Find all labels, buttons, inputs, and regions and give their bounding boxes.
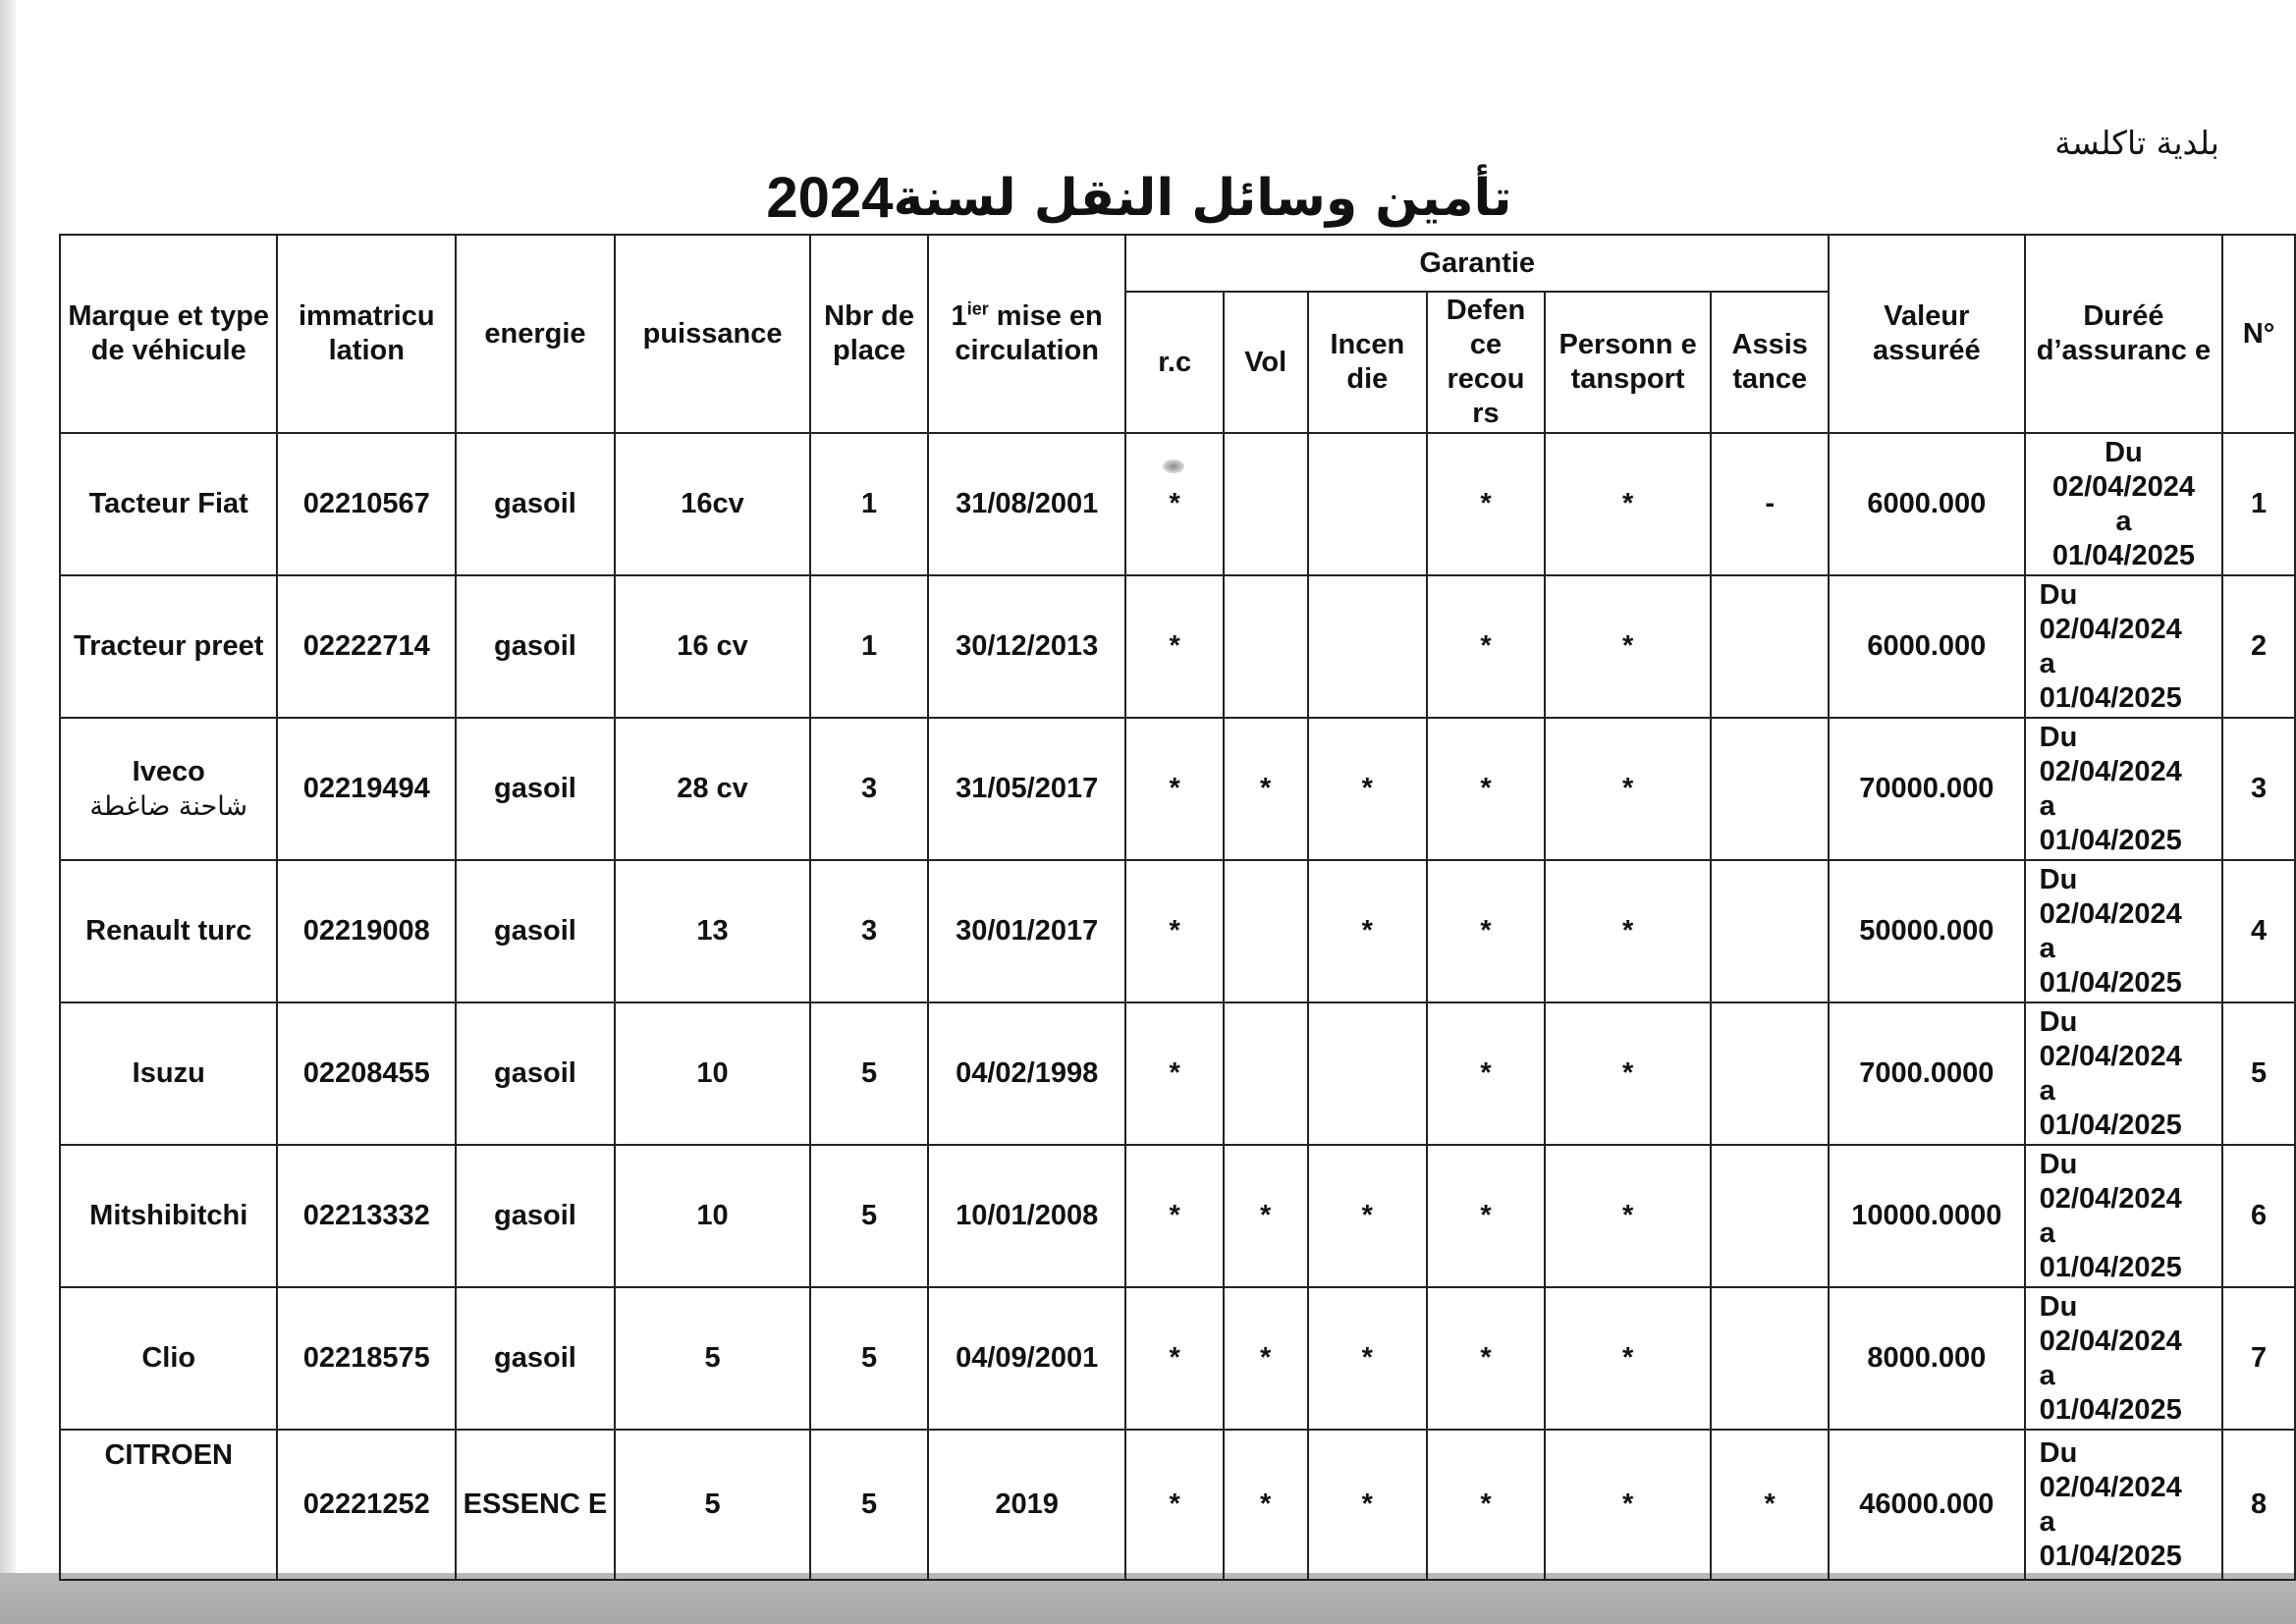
duree-from: 02/04/2024 bbox=[2039, 755, 2182, 787]
defence-recours-cell: * bbox=[1427, 1287, 1545, 1430]
rc-cell: * bbox=[1125, 718, 1223, 860]
personne-transport-cell: * bbox=[1545, 718, 1712, 860]
personne-transport-cell: * bbox=[1545, 1002, 1712, 1145]
defence-recours-cell: * bbox=[1427, 575, 1545, 718]
immatriculation-cell: 02219008 bbox=[277, 860, 456, 1002]
mise-en-circulation-cell: 30/01/2017 bbox=[928, 860, 1126, 1002]
immatriculation-cell: 02222714 bbox=[277, 575, 456, 718]
marque-cell bbox=[60, 1145, 277, 1287]
duree-du: Du bbox=[2105, 436, 2143, 468]
duree-du: Du bbox=[2039, 1436, 2078, 1469]
mise-en-circulation-cell: 31/08/2001 bbox=[928, 433, 1126, 575]
immatriculation-cell: 02218575 bbox=[277, 1287, 456, 1430]
assistance-cell bbox=[1711, 1145, 1829, 1287]
vol-cell bbox=[1224, 433, 1308, 575]
numero-cell: 3 bbox=[2222, 718, 2295, 860]
duree-from: 02/04/2024 bbox=[2039, 613, 2182, 645]
nbr-place-cell: 3 bbox=[810, 860, 928, 1002]
energie-cell: gasoil bbox=[456, 1145, 615, 1287]
marque-cell bbox=[60, 718, 277, 860]
valeur-cell: 46000.000 bbox=[1829, 1430, 2025, 1580]
title-arabic: تأمين وسائل النقل لسنة bbox=[893, 168, 1512, 228]
duree-a: a bbox=[2039, 932, 2055, 964]
duree-a: a bbox=[2039, 1505, 2055, 1538]
mise-en-circulation-cell: 31/05/2017 bbox=[928, 718, 1126, 860]
immatriculation-cell: 02221252 bbox=[277, 1430, 456, 1580]
title-year: 2024 bbox=[766, 166, 894, 230]
marque-cell bbox=[60, 860, 277, 1002]
numero-cell: 5 bbox=[2222, 1002, 2295, 1145]
duree-cell bbox=[2025, 575, 2223, 718]
energie-cell: gasoil bbox=[456, 575, 615, 718]
numero-cell: 1 bbox=[2222, 433, 2295, 575]
marque-label: Clio bbox=[141, 1342, 196, 1374]
assistance-cell bbox=[1711, 1002, 1829, 1145]
duree-to: 01/04/2025 bbox=[2039, 1109, 2182, 1141]
energie-cell: gasoil bbox=[456, 718, 615, 860]
col-header-assistance: Assis tance bbox=[1711, 292, 1829, 433]
duree-to: 01/04/2025 bbox=[2039, 1393, 2182, 1426]
col-header-duree: Duréé d’assuranc e bbox=[2025, 235, 2223, 433]
duree-from: 02/04/2024 bbox=[2039, 897, 2182, 930]
energie-cell: gasoil bbox=[456, 1287, 615, 1430]
nbr-place-cell: 1 bbox=[810, 433, 928, 575]
marque-cell bbox=[60, 433, 277, 575]
table-row bbox=[60, 1145, 2295, 1287]
table-row bbox=[60, 1430, 2295, 1580]
immatriculation-cell: 02219494 bbox=[277, 718, 456, 860]
vol-cell: * bbox=[1224, 1287, 1308, 1430]
table-row bbox=[60, 575, 2295, 718]
incendie-cell: * bbox=[1308, 860, 1428, 1002]
duree-from: 02/04/2024 bbox=[2039, 1471, 2182, 1503]
vehicle-insurance-table bbox=[59, 234, 2296, 1581]
vol-cell bbox=[1224, 575, 1308, 718]
duree-a: a bbox=[2115, 505, 2132, 537]
rc-cell: * bbox=[1125, 1002, 1223, 1145]
puissance-cell: 16 cv bbox=[615, 575, 811, 718]
numero-cell: 4 bbox=[2222, 860, 2295, 1002]
vol-cell: * bbox=[1224, 718, 1308, 860]
marque-label: CITROEN bbox=[104, 1439, 233, 1471]
marque-label: Renault turc bbox=[85, 915, 252, 947]
rc-cell: * bbox=[1125, 1287, 1223, 1430]
assistance-cell bbox=[1711, 575, 1829, 718]
rc-cell: * bbox=[1125, 1430, 1223, 1580]
duree-from: 02/04/2024 bbox=[2039, 1182, 2182, 1215]
numero-cell: 2 bbox=[2222, 575, 2295, 718]
duree-du: Du bbox=[2039, 1290, 2078, 1323]
mise-en-circulation-cell: 04/02/1998 bbox=[928, 1002, 1126, 1145]
duree-cell bbox=[2025, 1145, 2223, 1287]
mise-en-circulation-cell: 10/01/2008 bbox=[928, 1145, 1126, 1287]
duree-to: 01/04/2025 bbox=[2039, 681, 2182, 714]
col-header-incendie: Incen die bbox=[1308, 292, 1428, 433]
vol-cell: * bbox=[1224, 1430, 1308, 1580]
incendie-cell bbox=[1308, 433, 1428, 575]
organization-name: بلدية تاكلسة bbox=[2054, 124, 2219, 162]
energie-cell: gasoil bbox=[456, 1002, 615, 1145]
puissance-cell: 5 bbox=[615, 1430, 811, 1580]
scan-edge-left bbox=[0, 0, 16, 1624]
valeur-cell: 7000.0000 bbox=[1829, 1002, 2025, 1145]
marque-label: Iveco bbox=[132, 755, 205, 787]
puissance-cell: 16cv bbox=[615, 433, 811, 575]
duree-du: Du bbox=[2039, 578, 2078, 611]
immatriculation-cell: 02210567 bbox=[277, 433, 456, 575]
duree-a: a bbox=[2039, 1074, 2055, 1107]
vol-cell bbox=[1224, 860, 1308, 1002]
col-header-energie: energie bbox=[456, 235, 615, 433]
incendie-cell: * bbox=[1308, 1287, 1428, 1430]
table-row bbox=[60, 1002, 2295, 1145]
defence-recours-cell: * bbox=[1427, 1002, 1545, 1145]
nbr-place-cell: 5 bbox=[810, 1287, 928, 1430]
duree-cell bbox=[2025, 1430, 2223, 1580]
mise-en-circulation-cell: 30/12/2013 bbox=[928, 575, 1126, 718]
personne-transport-cell: * bbox=[1545, 1145, 1712, 1287]
table-row bbox=[60, 718, 2295, 860]
defence-recours-cell: * bbox=[1427, 718, 1545, 860]
vol-cell: * bbox=[1224, 1145, 1308, 1287]
vol-cell bbox=[1224, 1002, 1308, 1145]
duree-cell bbox=[2025, 1287, 2223, 1430]
puissance-cell: 28 cv bbox=[615, 718, 811, 860]
nbr-place-cell: 1 bbox=[810, 575, 928, 718]
personne-transport-cell: * bbox=[1545, 433, 1712, 575]
incendie-cell bbox=[1308, 575, 1428, 718]
marque-cell bbox=[60, 1002, 277, 1145]
valeur-cell: 50000.000 bbox=[1829, 860, 2025, 1002]
rc-cell: * bbox=[1125, 1145, 1223, 1287]
defence-recours-cell: * bbox=[1427, 1145, 1545, 1287]
col-header-personne-transport: Personn e tansport bbox=[1545, 292, 1712, 433]
numero-cell: 6 bbox=[2222, 1145, 2295, 1287]
duree-from: 02/04/2024 bbox=[2051, 470, 2196, 503]
defence-recours-cell: * bbox=[1427, 433, 1545, 575]
marque-cell bbox=[60, 1430, 277, 1580]
valeur-cell: 8000.000 bbox=[1829, 1287, 2025, 1430]
col-header-mise-en-circulation: $1^{ier}$ mise en circulation bbox=[928, 235, 1126, 433]
nbr-place-cell: 5 bbox=[810, 1145, 928, 1287]
puissance-cell: 10 bbox=[615, 1002, 811, 1145]
immatriculation-cell: 02208455 bbox=[277, 1002, 456, 1145]
duree-cell bbox=[2025, 718, 2223, 860]
personne-transport-cell: * bbox=[1545, 575, 1712, 718]
incendie-cell: * bbox=[1308, 1430, 1428, 1580]
assistance-cell: * bbox=[1711, 1430, 1829, 1580]
personne-transport-cell: * bbox=[1545, 1430, 1712, 1580]
marque-label: Tracteur preet bbox=[74, 630, 264, 662]
rc-cell: * bbox=[1125, 860, 1223, 1002]
personne-transport-cell: * bbox=[1545, 860, 1712, 1002]
duree-a: a bbox=[2039, 1359, 2055, 1391]
puissance-cell: 13 bbox=[615, 860, 811, 1002]
personne-transport-cell: * bbox=[1545, 1287, 1712, 1430]
duree-from: 02/04/2024 bbox=[2039, 1325, 2182, 1357]
immatriculation-cell: 02213332 bbox=[277, 1145, 456, 1287]
energie-cell: gasoil bbox=[456, 433, 615, 575]
valeur-cell: 10000.0000 bbox=[1829, 1145, 2025, 1287]
assistance-cell: - bbox=[1711, 433, 1829, 575]
numero-cell: 7 bbox=[2222, 1287, 2295, 1430]
energie-cell: gasoil bbox=[456, 860, 615, 1002]
table-row bbox=[60, 433, 2295, 575]
defence-recours-cell: * bbox=[1427, 860, 1545, 1002]
col-header-numero: N° bbox=[2222, 235, 2295, 433]
rc-cell: * bbox=[1125, 575, 1223, 718]
col-header-immatriculation: immatricu lation bbox=[277, 235, 456, 433]
assistance-cell bbox=[1711, 860, 1829, 1002]
defence-recours-cell: * bbox=[1427, 1430, 1545, 1580]
mise-en-circulation-cell: 04/09/2001 bbox=[928, 1287, 1126, 1430]
rc-cell: * bbox=[1125, 433, 1223, 575]
table-row bbox=[60, 1287, 2295, 1430]
duree-a: a bbox=[2039, 647, 2055, 679]
duree-from: 02/04/2024 bbox=[2039, 1040, 2182, 1072]
col-header-puissance: puissance bbox=[615, 235, 811, 433]
marque-label: Mitshibitchi bbox=[89, 1200, 248, 1231]
assistance-cell bbox=[1711, 1287, 1829, 1430]
incendie-cell: * bbox=[1308, 718, 1428, 860]
nbr-place-cell: 5 bbox=[810, 1430, 928, 1580]
puissance-cell: 5 bbox=[615, 1287, 811, 1430]
col-header-rc: r.c bbox=[1125, 292, 1223, 433]
col-header-vol: Vol bbox=[1224, 292, 1308, 433]
col-header-nbr-place: Nbr de place bbox=[810, 235, 928, 433]
duree-cell bbox=[2025, 1002, 2223, 1145]
col-header-defence-recours: Defen ce recou rs bbox=[1427, 292, 1545, 433]
duree-du: Du bbox=[2039, 1005, 2078, 1038]
duree-to: 01/04/2025 bbox=[2039, 1540, 2182, 1572]
duree-du: Du bbox=[2039, 721, 2078, 753]
duree-du: Du bbox=[2039, 863, 2078, 895]
duree-a: a bbox=[2039, 789, 2055, 822]
document-title bbox=[0, 165, 2296, 231]
nbr-place-cell: 5 bbox=[810, 1002, 928, 1145]
marque-cell bbox=[60, 575, 277, 718]
duree-to: 01/04/2025 bbox=[2039, 1251, 2182, 1283]
assistance-cell bbox=[1711, 718, 1829, 860]
incendie-cell bbox=[1308, 1002, 1428, 1145]
puissance-cell: 10 bbox=[615, 1145, 811, 1287]
incendie-cell: * bbox=[1308, 1145, 1428, 1287]
duree-to: 01/04/2025 bbox=[2039, 824, 2182, 856]
mise-en-circulation-cell: 2019 bbox=[928, 1430, 1126, 1580]
numero-cell: 8 bbox=[2222, 1430, 2295, 1580]
valeur-cell: 70000.000 bbox=[1829, 718, 2025, 860]
duree-du: Du bbox=[2039, 1148, 2078, 1180]
energie-cell: ESSENC E bbox=[456, 1430, 615, 1580]
duree-cell bbox=[2025, 860, 2223, 1002]
valeur-cell: 6000.000 bbox=[1829, 433, 2025, 575]
valeur-cell: 6000.000 bbox=[1829, 575, 2025, 718]
duree-a: a bbox=[2039, 1217, 2055, 1249]
nbr-place-cell: 3 bbox=[810, 718, 928, 860]
marque-label: Isuzu bbox=[132, 1057, 205, 1089]
marque-arabic-label: شاحنة ضاغطة bbox=[89, 790, 248, 822]
col-header-valeur: Valeur assuréé bbox=[1829, 235, 2025, 433]
duree-cell bbox=[2025, 433, 2223, 575]
col-header-garantie: Garantie bbox=[1125, 235, 1829, 292]
marque-label: Tacteur Fiat bbox=[88, 488, 248, 519]
table-row bbox=[60, 860, 2295, 1002]
duree-to: 01/04/2025 bbox=[2039, 966, 2182, 999]
duree-to: 01/04/2025 bbox=[2051, 539, 2196, 571]
marque-cell bbox=[60, 1287, 277, 1430]
col-header-marque: Marque et type de véhicule bbox=[60, 235, 277, 433]
